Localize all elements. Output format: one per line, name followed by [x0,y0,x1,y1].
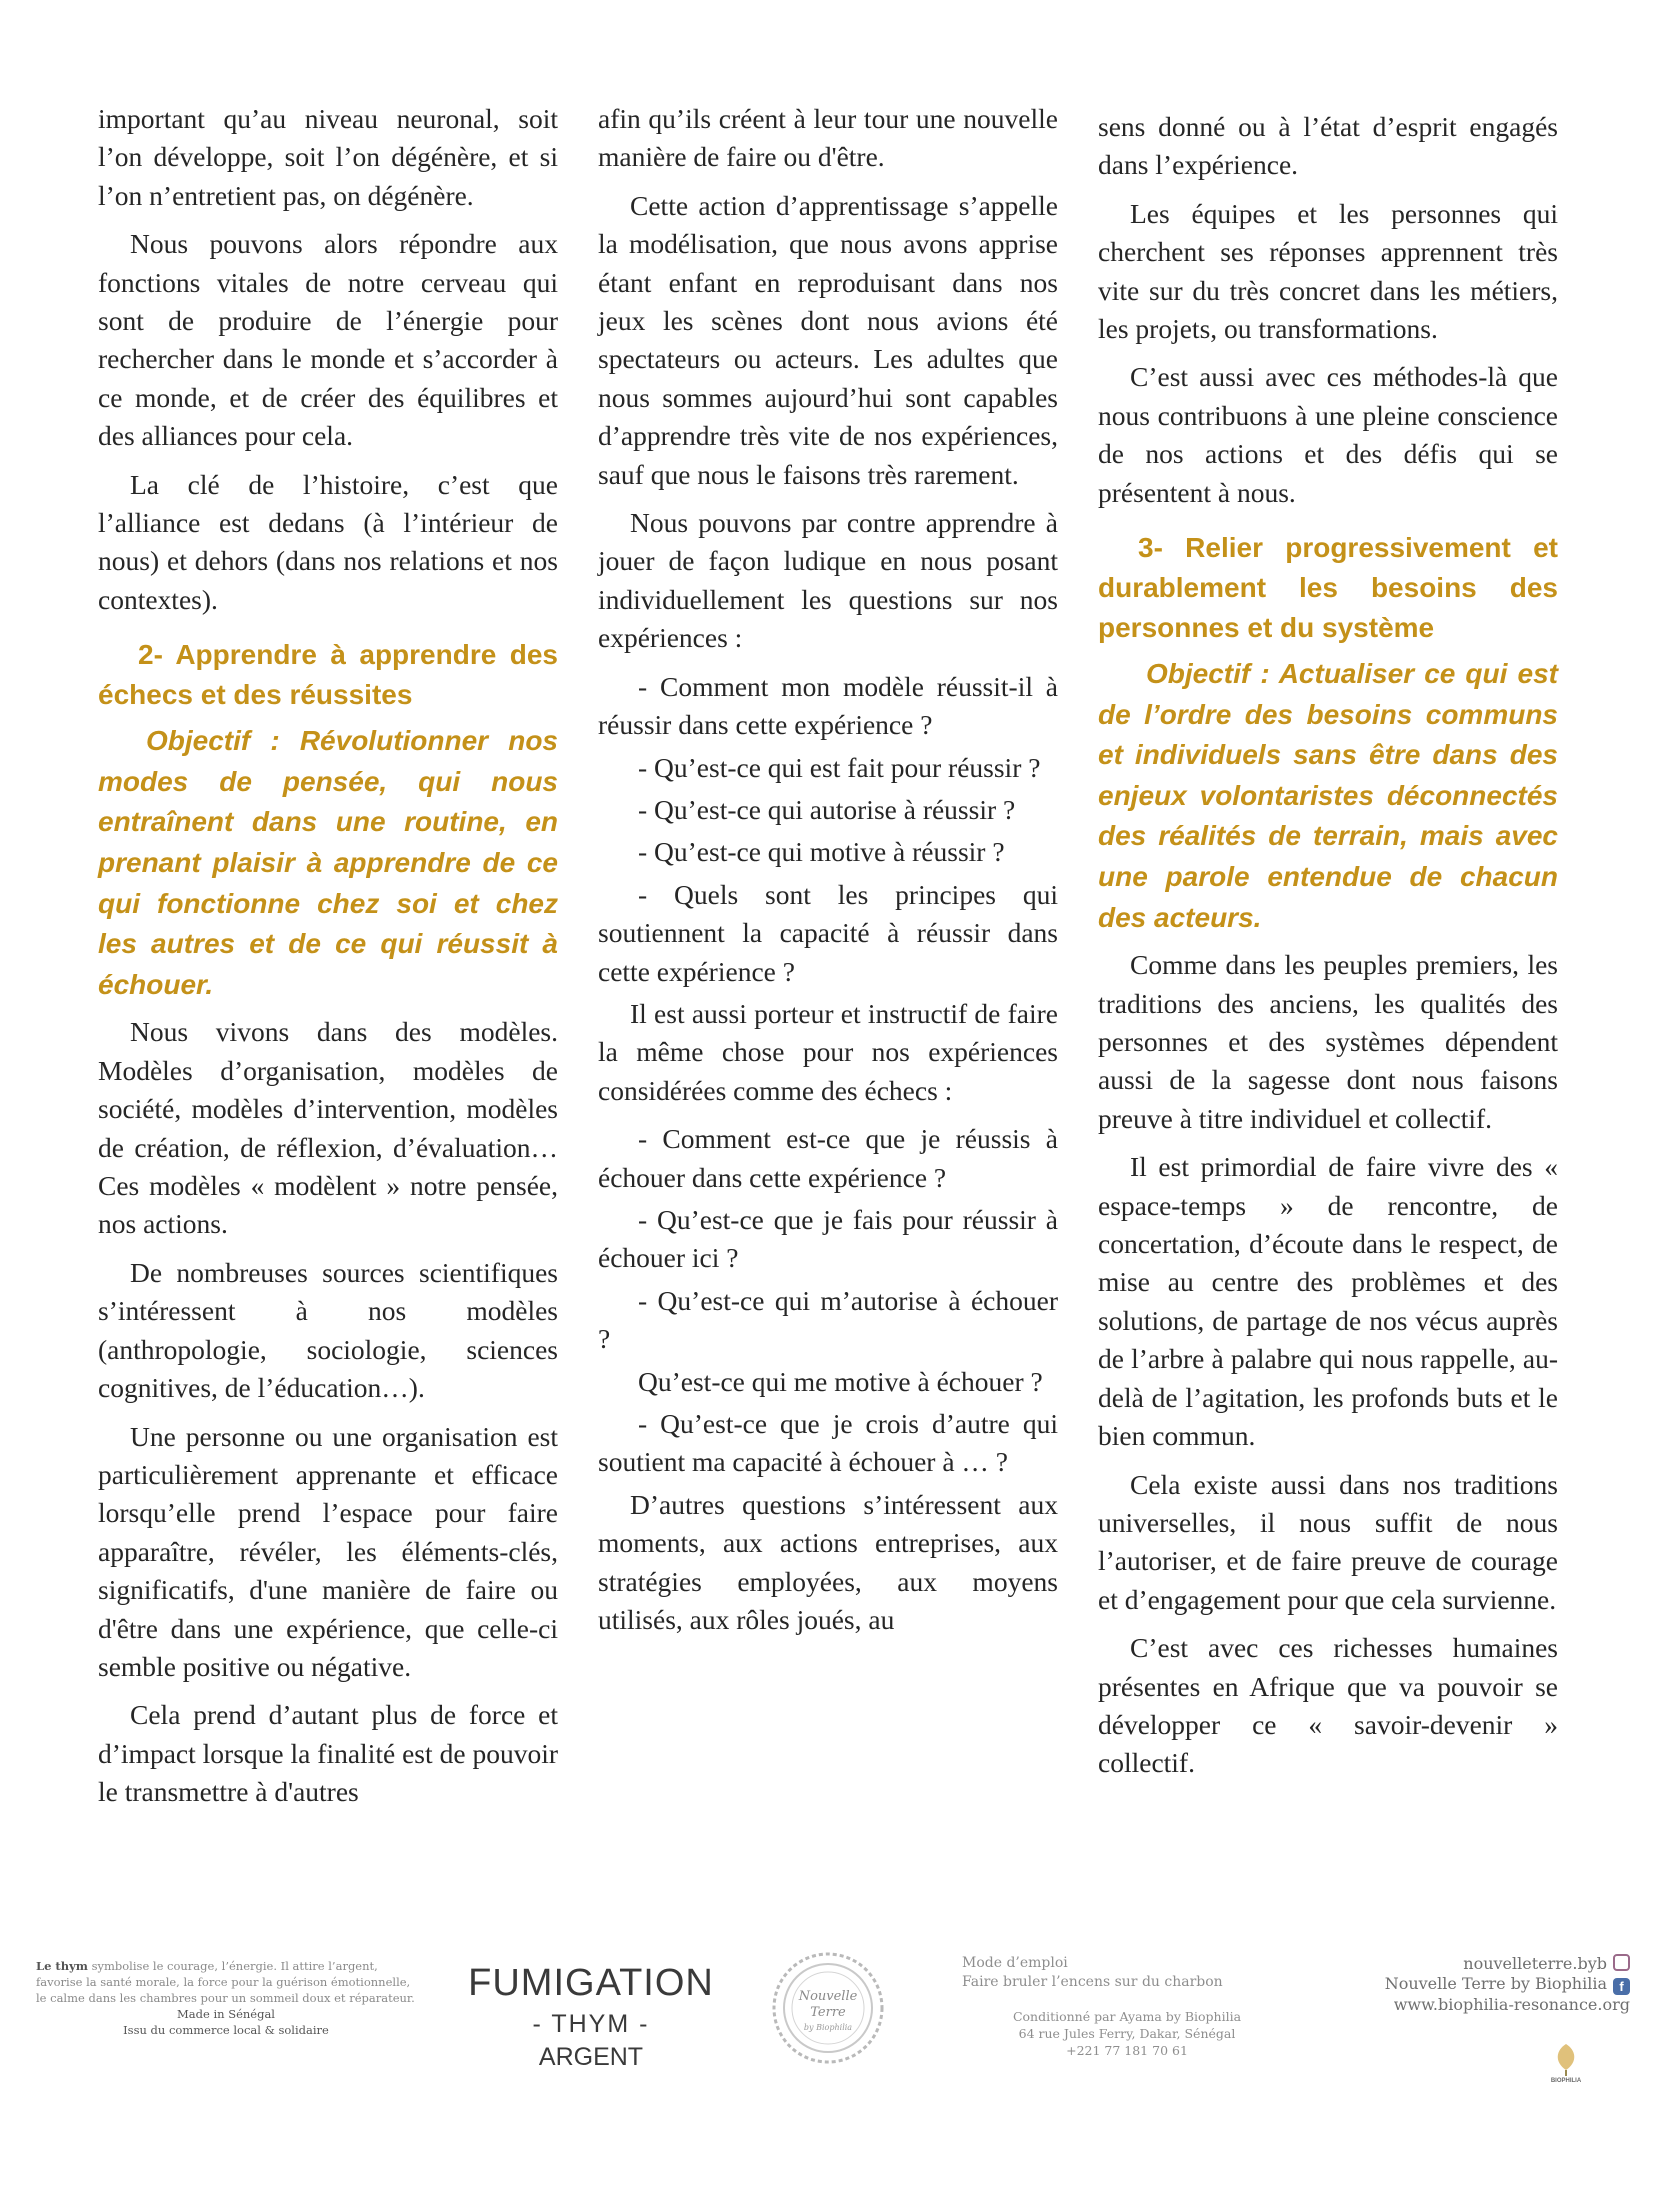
question: - Qu’est-ce qui autorise à réussir ? [638,793,1016,825]
objective-2: Objectif : Révolutionner nos modes de pensée, qui nous entraînent dans une routine, en prenant plaisir à apprendre de ce qui fonctionne chez soi et chez les autres et de ce qui réussit à échouer. [98,725,558,1000]
paragraph: Cela prend d’autant plus de force et d’impact lorsque la finalité est de pouvoir le transmettre à d'autres [98,1699,558,1808]
product-label-footer [0,1940,1654,2120]
facebook-icon: f [1613,1978,1630,1995]
paragraph: D’autres questions s’intéressent aux moments, aux actions entreprises, aux stratégies employées, aux moyens utilisés, aux rôles joués, au [598,1488,1058,1636]
svg-text:Nouvelle: Nouvelle [798,1989,858,2004]
contact-block [1310,1954,1630,2015]
paragraph: Il est aussi porteur et instructif de faire la même chose pour nos expériences considérées comme des échecs : [598,997,1058,1106]
usage-block [962,1954,1292,2059]
phone: +221 77 181 70 61 [1066,2043,1188,2058]
paragraph: Comme dans les peuples premiers, les traditions des anciens, les qualités des personnes et des systèmes dépendent aussi de la sagesse dont nous faisons preuve à titre individuel et collectif. [1098,949,1558,1134]
brand-title: FUMIGATION [468,1962,714,2004]
paragraph: important qu’au niveau neuronal, soit l’on développe, soit l’on dégénère, et si l’on n’entretient pas, on dégénère. [98,103,558,211]
question: - Comment est-ce que je réussis à échouer dans cette expérience ? [598,1123,1058,1193]
column-middle [598,100,1058,1649]
question: - Qu’est-ce que je fais pour réussir à échouer ici ? [598,1203,1058,1274]
paragraph: Cette action d’apprentissage s’appelle la modélisation, que nous avons apprise étant enfant en reproduisant dans nos jeux les scènes dont nous avions été spectateurs ou acteurs. Les adultes que nous sommes aujourd’hui sont capables d’apprendre très vite de nos expériences, sauf que nous le faisons très rarement. [598,189,1058,490]
question: - Qu’est-ce que je crois d’autre qui soutient ma capacité à échouer à … ? [598,1408,1058,1478]
paragraph: Nous pouvons par contre apprendre à jouer de façon ludique en nous posant individuellement les questions sur nos expériences : [598,507,1058,654]
nouvelle-terre-logo-icon [768,1948,888,2068]
column-left [98,100,558,1822]
product-name: Le thym [36,1959,88,1973]
brand-subtitle-2: ARGENT [538,2043,644,2071]
question: - Quels sont les principes qui soutiennent la capacité à réussir dans cette expérience ? [598,878,1058,987]
product-text: symbolise le courage, l’énergie. Il attire l’argent, favorise la santé morale, la force pour la guérison émotionnelle, le calme dans les chambres pour un sommeil doux et réparateur. [36,1959,415,2005]
question: - Comment mon modèle réussit-il à réussir dans cette expérience ? [598,670,1058,741]
instagram-icon [1613,1954,1630,1971]
conditioned-by: Conditionné par Ayama by Biophilia [1012,2009,1242,2024]
paragraph: afin qu’ils créent à leur tour une nouvelle manière de faire ou d'être. [598,103,1058,173]
paragraph: sens donné ou à l’état d’esprit engagés dans l’expérience. [1098,111,1558,181]
address: 64 rue Jules Ferry, Dakar, Sénégal [1018,2026,1236,2041]
svg-text:Terre: Terre [810,2005,846,2020]
svg-text:BIOPHILIA: BIOPHILIA [1550,2078,1582,2084]
website: www.biophilia-resonance.org [1393,1995,1630,2014]
paragraph: Cela existe aussi dans nos traditions universelles, il nous suffit de nous l’autoriser, et de faire preuve de courage et d’engagement pour que cela survienne. [1098,1468,1558,1615]
question: - Qu’est-ce qui motive à réussir ? [638,836,1005,868]
brand-subtitle: - THYM - [532,2010,650,2038]
paragraph: Nous vivons dans des modèles. Modèles d’organisation, modèles de société, modèles d’intervention, modèles de création, de réflexion, d’évaluation… Ces modèles « modèlent » notre pensée, nos actions. [98,1016,558,1240]
paragraph: La clé de l’histoire, c’est que l’alliance est dedans (à l’intérieur de nous) et dehors (dans nos relations et nos contextes). [98,468,558,615]
paragraph: Il est primordial de faire vivre des « espace-temps » de rencontre, de concertation, d’écoute dans le respect, de mise au centre des problèmes et des solutions, de partage de nos vécus auprès de l’arbre à palabre qui nous rappelle, au-delà de l’agitation, les profonds buts et le bien commun. [1098,1151,1558,1452]
section-heading-2: 2- Apprendre à apprendre des échecs et des réussites [98,639,558,711]
biophilia-logo-icon [1536,2040,1596,2085]
question: Qu’est-ce qui me motive à échouer ? [638,1365,1043,1397]
paragraph: Une personne ou une organisation est particulièrement apprenante et efficace lorsqu’elle prend l’espace pour faire apparaître, révéler, les éléments-clés, significatifs, d'une manière de faire ou d'être dans une expérience, que celle-ci semble positive ou négative. [98,1420,558,1682]
facebook-line [1310,1974,1630,1995]
paragraph: C’est avec ces richesses humaines présentes en Afrique que va pouvoir se développer ce « savoir-devenir » collectif. [1098,1632,1558,1779]
instagram-line [1310,1954,1630,1974]
mode-text: Faire bruler l’encens sur du charbon [962,1974,1223,1990]
paragraph: De nombreuses sources scientifiques s’intéressent à nos modèles (anthropologie, sociologie, sciences cognitives, de l’éducation…). [98,1256,558,1404]
objective-3: Objectif : Actualiser ce qui est de l’ordre des besoins communs et individuels sans être dans des enjeux volontaristes déconnectés des réalités de terrain, mais avec une parole entendue de chacun des acteurs. [1098,658,1558,933]
product-description [36,1958,416,2038]
instagram-handle: nouvelleterre.byb [1463,1954,1607,1973]
paragraph: C’est aussi avec ces méthodes-là que nous contribuons à une pleine conscience de nos actions et des défis qui se présentent à nous. [1098,361,1558,508]
origin: Issu du commerce local & solidaire [123,2023,329,2037]
mode-title: Mode d’emploi [962,1955,1068,1971]
svg-text:by Biophilia: by Biophilia [803,2023,853,2032]
section-heading-3: 3- Relier progressivement et durablement les besoins des personnes et du système [1098,532,1558,644]
paragraph: Nous pouvons alors répondre aux fonctions vitales de notre cerveau qui sont de produire de l’énergie pour rechercher dans le monde et s’accorder à ce monde, et de créer des équilibres et des alliances pour cela. [98,228,558,452]
question: - Qu’est-ce qui m’autorise à échouer ? [598,1284,1058,1355]
facebook-handle: Nouvelle Terre by Biophilia [1384,1974,1607,1993]
column-right [1098,108,1558,1793]
brand-block [446,1960,736,2072]
made-in: Made in Sénégal [177,2007,275,2021]
question: - Qu’est-ce qui est fait pour réussir ? [638,751,1041,783]
paragraph: Les équipes et les personnes qui cherchent ses réponses apprennent très vite sur du très concret dans les métiers, les projets, ou transformations. [1098,197,1558,345]
